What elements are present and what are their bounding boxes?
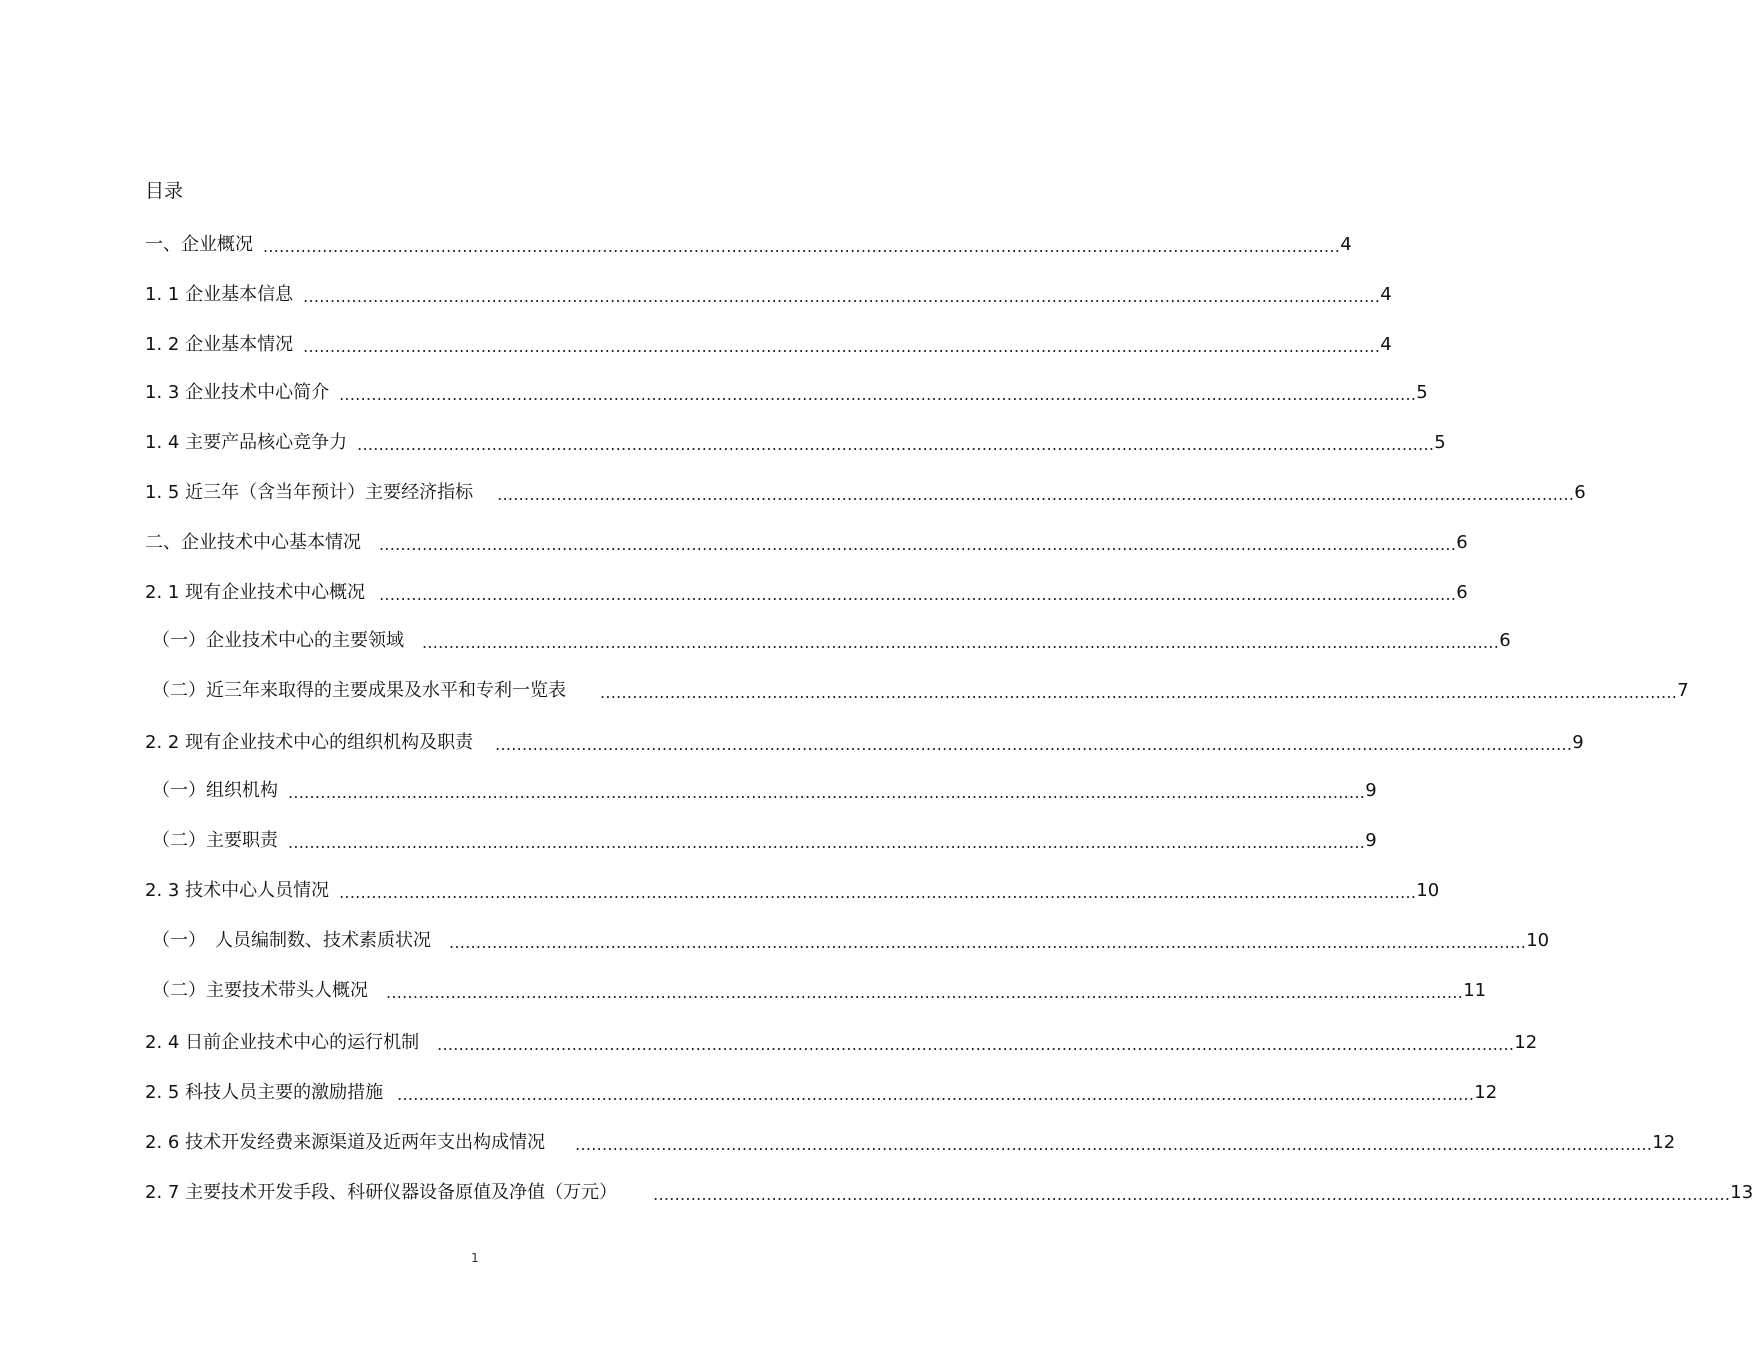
toc-entry: [145, 528, 1468, 558]
toc-entry-page: 9: [1365, 830, 1377, 851]
toc-entry-label: （二）近三年来取得的主要成果及水平和专利一览表: [152, 680, 566, 701]
toc-entry-label: 2. 4 日前企业技术中心的运行机制: [145, 1032, 420, 1053]
toc-dot-leader: ........................................................................................................................................................................................................: [379, 585, 1457, 604]
toc-entry-page: 7: [1677, 680, 1689, 701]
toc-entry: [145, 478, 1586, 508]
toc-dot-leader: ........................................................................................................................................................................................................: [600, 683, 1678, 702]
toc-dot-leader: ........................................................................................................................................................................................................: [397, 1085, 1475, 1104]
toc-entry-page: 11: [1463, 980, 1487, 1001]
toc-entry-label: （二）主要技术带头人概况: [152, 980, 368, 1001]
toc-entry: [145, 578, 1468, 608]
toc-entry-page: 4: [1380, 334, 1392, 355]
toc-entry-page: 6: [1574, 482, 1586, 503]
toc-entry-page: 4: [1340, 234, 1352, 255]
toc-entry-label: （一）企业技术中心的主要领域: [152, 630, 404, 651]
toc-entry-page: 6: [1499, 630, 1511, 651]
toc-entry-label: （二）主要职责: [152, 830, 278, 851]
toc-dot-leader: ........................................................................................................................................................................................................: [497, 485, 1575, 504]
toc-entry-label: 一、企业概况: [145, 234, 253, 255]
toc-dot-leader: ........................................................................................................................................................................................................: [495, 735, 1573, 754]
toc-entry-page: 10: [1416, 880, 1440, 901]
toc-entry-label: 1. 1 企业基本信息: [145, 284, 294, 305]
toc-dot-leader: ........................................................................................................................................................................................................: [449, 933, 1527, 952]
toc-entry: [152, 826, 1377, 856]
toc-dot-leader: ........................................................................................................................................................................................................: [357, 435, 1435, 454]
toc-entry: [145, 280, 1392, 310]
toc-dot-leader: ........................................................................................................................................................................................................: [339, 883, 1417, 902]
toc-entry-page: 12: [1514, 1032, 1538, 1053]
toc-dot-leader: ........................................................................................................................................................................................................: [303, 337, 1381, 356]
toc-entry-label: 二、企业技术中心基本情况: [145, 532, 361, 553]
toc-entry-label: 1. 5 近三年（含当年预计）主要经济指标: [145, 482, 474, 503]
toc-entry-label: 1. 2 企业基本情况: [145, 334, 294, 355]
toc-dot-leader: ........................................................................................................................................................................................................: [288, 783, 1366, 802]
toc-entry-label: 2. 1 现有企业技术中心概况: [145, 582, 366, 603]
toc-entry: [145, 728, 1584, 758]
toc-dot-leader: ........................................................................................................................................................................................................: [653, 1185, 1731, 1204]
toc-dot-leader: ........................................................................................................................................................................................................: [575, 1135, 1653, 1154]
toc-dot-leader: ........................................................................................................................................................................................................: [379, 535, 1457, 554]
page-number: 1: [471, 1251, 479, 1265]
toc-dot-leader: ........................................................................................................................................................................................................: [386, 983, 1464, 1002]
toc-entry: [145, 378, 1428, 408]
toc-title: 目录: [145, 180, 184, 202]
toc-entry-label: 2. 2 现有企业技术中心的组织机构及职责: [145, 732, 474, 753]
toc-dot-leader: ........................................................................................................................................................................................................: [303, 287, 1381, 306]
toc-entry-label: 2. 3 技术中心人员情况: [145, 880, 330, 901]
toc-entry-label: （一） 人员编制数、技术素质状况: [152, 930, 431, 951]
toc-entry-page: 13: [1730, 1182, 1753, 1203]
toc-entry: [145, 1078, 1498, 1108]
toc-entry-page: 5: [1434, 432, 1446, 453]
toc-entry: [145, 1128, 1676, 1158]
toc-entry: [152, 976, 1487, 1006]
toc-entry-page: 9: [1365, 780, 1377, 801]
toc-entry-page: 12: [1474, 1082, 1498, 1103]
toc-dot-leader: ........................................................................................................................................................................................................: [263, 237, 1341, 256]
toc-entry: [152, 926, 1550, 956]
toc-dot-leader: ........................................................................................................................................................................................................: [422, 633, 1500, 652]
toc-entry: [145, 1178, 1753, 1208]
toc-entry: [152, 676, 1689, 706]
toc-entry-page: 6: [1456, 532, 1468, 553]
toc-entry-label: 1. 3 企业技术中心简介: [145, 382, 330, 403]
toc-entry: [145, 1028, 1538, 1058]
toc-entry-label: 1. 4 主要产品核心竞争力: [145, 432, 348, 453]
toc-entry-page: 10: [1526, 930, 1550, 951]
toc-entry-label: 2. 6 技术开发经费来源渠道及近两年支出构成情况: [145, 1132, 546, 1153]
toc-entry: [152, 776, 1377, 806]
toc-entry: [145, 876, 1440, 906]
toc-entry: [145, 428, 1446, 458]
toc-entry-page: 5: [1416, 382, 1428, 403]
toc-entry-page: 4: [1380, 284, 1392, 305]
toc-dot-leader: ........................................................................................................................................................................................................: [339, 385, 1417, 404]
toc-entry-page: 12: [1652, 1132, 1676, 1153]
toc-entry-page: 9: [1572, 732, 1584, 753]
toc-entry-label: （一）组织机构: [152, 780, 278, 801]
toc-dot-leader: ........................................................................................................................................................................................................: [437, 1035, 1515, 1054]
toc-dot-leader: ........................................................................................................................................................................................................: [288, 833, 1366, 852]
toc-entry-page: 6: [1456, 582, 1468, 603]
toc-entry: [145, 230, 1352, 260]
toc-entry-label: 2. 7 主要技术开发手段、科研仪器设备原值及净值（万元）: [145, 1182, 618, 1203]
toc-entry: [152, 626, 1511, 656]
toc-entry: [145, 330, 1392, 360]
toc-entry-label: 2. 5 科技人员主要的激励措施: [145, 1082, 384, 1103]
